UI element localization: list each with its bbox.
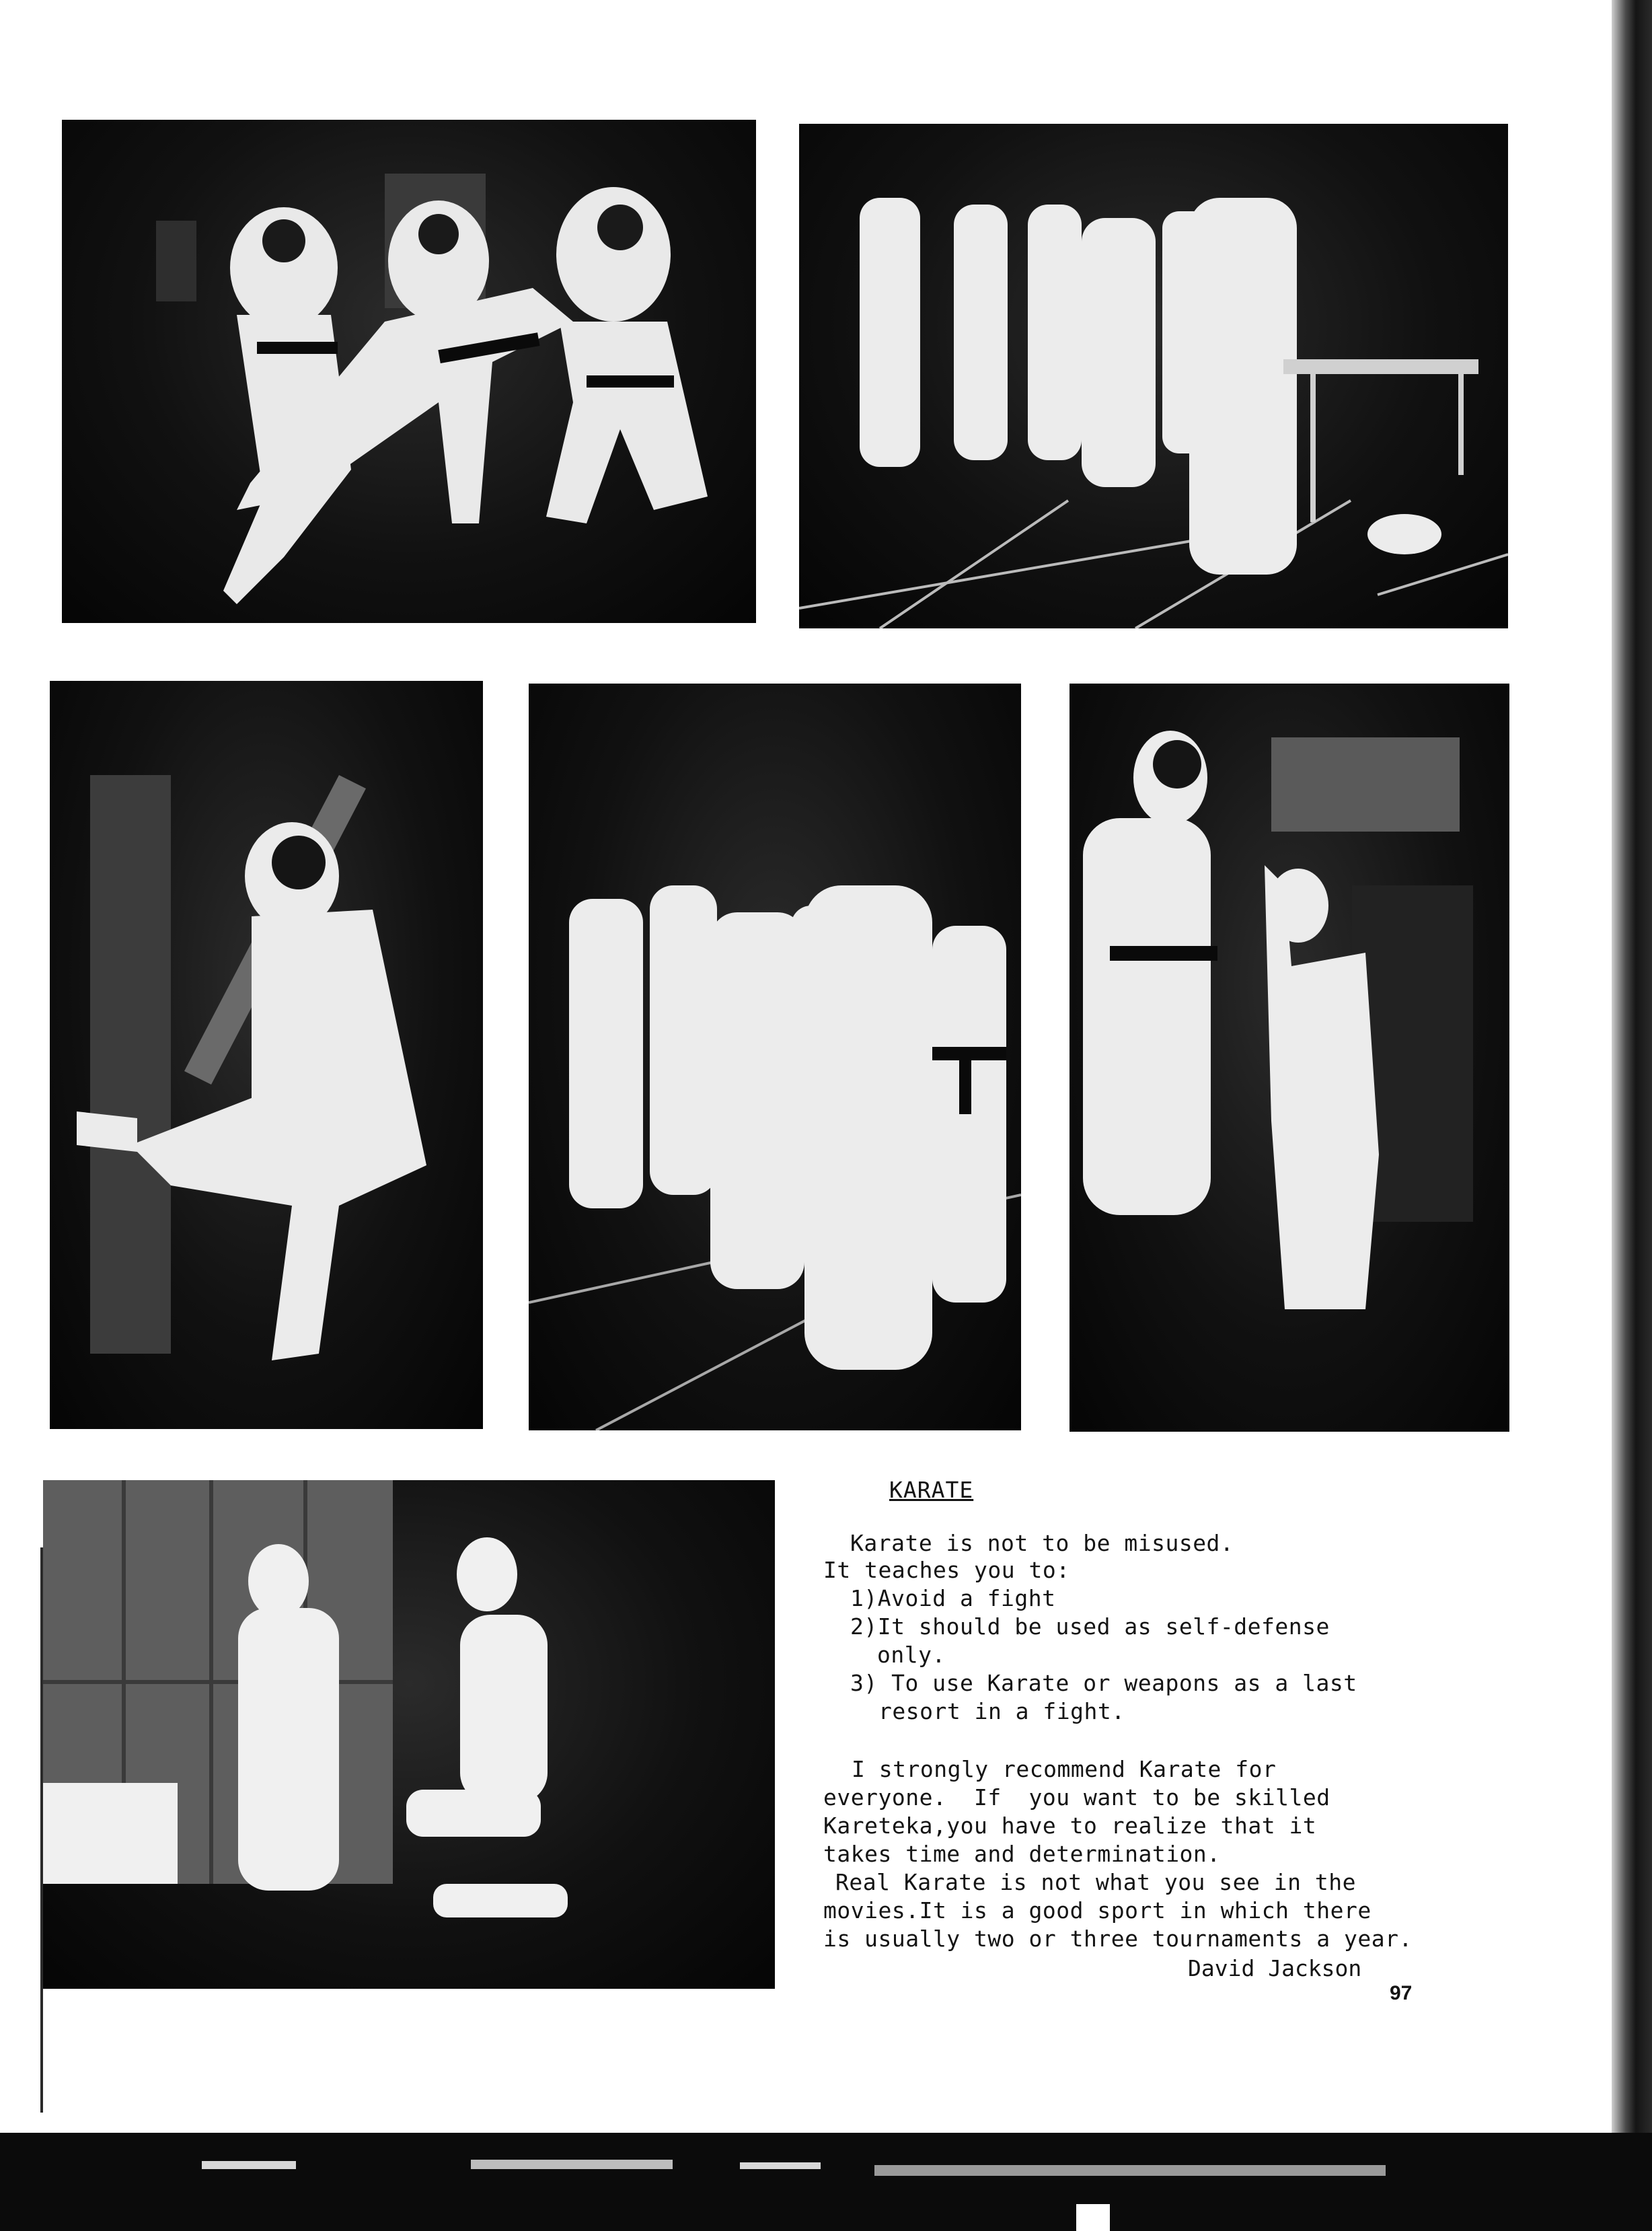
photo-class-lineup-table — [799, 124, 1508, 628]
page-edge-shadow — [1612, 0, 1652, 2231]
text-line: is usually two or three tournaments a year. — [823, 1926, 1413, 1952]
text-line: takes time and determination. — [823, 1841, 1221, 1867]
text-line: resort in a fight. — [878, 1698, 1125, 1724]
photo-locker-room — [43, 1480, 775, 1989]
text-line: It teaches you to: — [823, 1557, 1070, 1583]
photo-instructor-child — [1069, 684, 1509, 1432]
text-line: Karate is not to be misused. — [850, 1530, 1234, 1556]
text-line: everyone. If you want to be skilled — [823, 1784, 1330, 1811]
text-line: Real Karate is not what you see in the — [835, 1869, 1356, 1895]
text-line: only. — [877, 1642, 946, 1668]
scan-border-bottom — [0, 2133, 1652, 2231]
text-line: Kareteka,you have to realize that it — [823, 1813, 1317, 1839]
author-byline: David Jackson — [1188, 1955, 1362, 1981]
photo-sparring-kick — [62, 120, 756, 623]
text-line: 2)It should be used as self-defense — [850, 1613, 1330, 1640]
article-title: KARATE — [889, 1477, 974, 1503]
text-line: 3) To use Karate or weapons as a last — [850, 1670, 1357, 1696]
text-line: movies.It is a good sport in which there — [823, 1897, 1372, 1924]
page-number: 97 — [1390, 1982, 1413, 2004]
photo-front-kick — [50, 681, 483, 1429]
photo-students-bowing — [529, 684, 1021, 1430]
text-line: 1)Avoid a fight — [850, 1585, 1056, 1611]
text-line: I strongly recommend Karate for — [852, 1756, 1277, 1782]
